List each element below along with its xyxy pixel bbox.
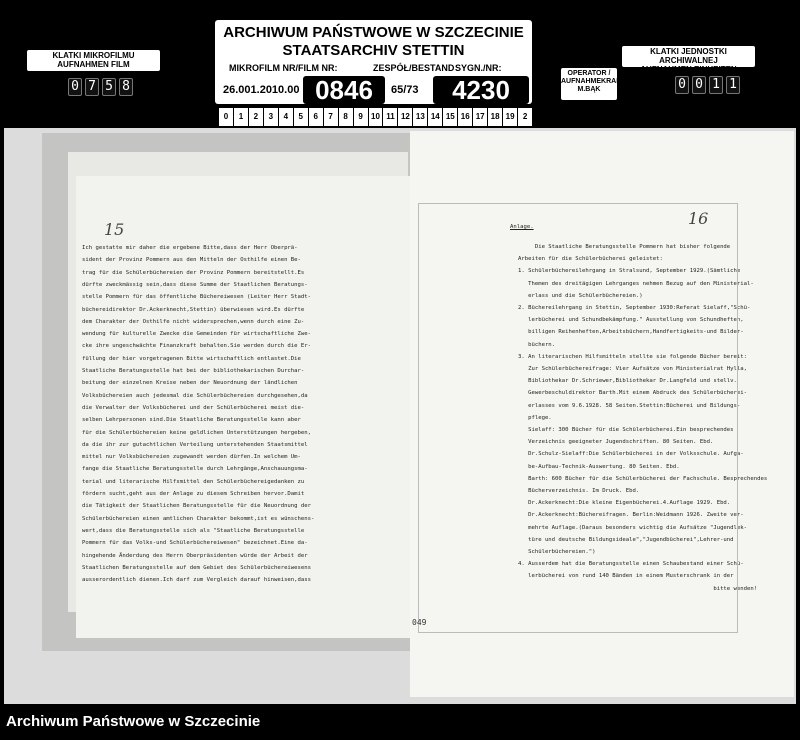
text-line: Staatlichen Beratungsstelle auf dem Gebiet des Schülerbüchereiwesens: [82, 564, 312, 571]
operator-box: [561, 68, 625, 100]
ruler-tick: 14: [427, 108, 442, 126]
text-line: Schülerbüchereien einen amtlichen Charakter bekommt,ist es wünschens-: [82, 515, 315, 522]
ruler-tick: 5: [293, 108, 308, 126]
text-line: Staatliche Beratungsstelle hat bei der bibliothekarischen Durchar-: [82, 368, 305, 374]
ruler-tick: 10: [368, 108, 383, 126]
ruler-tick: 7: [323, 108, 338, 126]
ruler-tick: 19: [502, 108, 517, 126]
text-line: Bibliothekar Dr.Schriewer,Bibliothekar Dr.Langfeld und stellv.: [518, 378, 737, 385]
archive-name-pl: ARCHIWUM PAŃSTWOWE W SZCZECINIE: [223, 24, 524, 41]
text-line: sident der Provinz Pommern aus den Mitteln der Osthilfe einen Be-: [82, 257, 301, 264]
ruler-tick: 3: [263, 108, 278, 126]
text-line: 3. An literarischen Hilfsmitteln stellte sie folgende Bücher bereit:: [518, 353, 748, 360]
text-line: mittel nur Volksbüchereien zugewandt werden dürfen.In welchem Um-: [82, 454, 301, 461]
right-page-title: Anlage.: [510, 224, 534, 230]
film-frames-label: KLATKI MIKROFILMU AUFNAHMEN FILM: [27, 50, 160, 71]
text-line: stelle Pommern für das öffentliche Büchereiwesen (Leiter Herr Stadt-: [82, 294, 312, 301]
ruler-tick: 0: [218, 108, 233, 126]
signature-number: 4230: [433, 76, 529, 104]
ruler-tick: 2: [517, 108, 532, 126]
text-line: Zur Schülerbüchereifrage: Vier Aufsätze von Ministerialrat Hylla,: [518, 366, 748, 372]
operator-label: OPERATOR / AUFNAHMEKRAFT: [561, 70, 625, 85]
archive-header: [215, 20, 532, 104]
ruler-tick: 8: [338, 108, 353, 126]
text-line: dürfte zweckmässig sein,dass diese Summe der Staatlichen Beratungs-: [82, 281, 308, 288]
text-line: wendung für kulturelle Zwecke die Gemeinden für wirtschaftliche Zwe-: [82, 331, 312, 338]
ruler-tick: 9: [353, 108, 368, 126]
left-page-text: [76, 176, 410, 638]
ruler-tick: 16: [457, 108, 472, 126]
ruler-tick: 18: [487, 108, 502, 126]
film-frame-digit: 8: [119, 78, 133, 96]
operator-name: M.BĄK: [577, 86, 601, 93]
film-frame-digit: 0: [68, 78, 82, 96]
scale-ruler: [218, 108, 532, 126]
text-line: Themen des dreitägigen Lehrganges nehmen Bezug auf den Ministerial-: [518, 280, 754, 287]
archive-name-de: STAATSARCHIV STETTIN: [282, 42, 465, 59]
text-line: Verzeichnis geeigneter Jugendschriften. 80 Seiten. Ebd.: [518, 439, 714, 446]
text-line: be-Aufbau-Technik-Auswertung. 80 Seiten. Ebd.: [518, 463, 680, 470]
left-page-number: 15: [104, 220, 125, 239]
text-line: 2. Büchereilehrgang in Stettin, September 1930:Referat Sielaff,"Schü-: [518, 305, 751, 311]
unit-frames-counter: [675, 76, 740, 94]
signature-label: SYGN./NR:: [455, 63, 502, 73]
film-number-label: MIKROFILM NR/FILM NR:: [229, 63, 338, 73]
text-line: für die Schülerbüchereien keine geldlichen Unterstützungen hergeben,: [82, 429, 312, 436]
text-line: da die ihr zur gutachtlichen Verteilung unterstehenden Staatsmittel: [82, 441, 308, 448]
ruler-tick: 15: [442, 108, 457, 126]
text-line: cke ihre ungeschwächte Finanzkraft behalten.Sie werden durch die Er-: [82, 343, 312, 350]
fonds-number: 65/73: [391, 84, 419, 96]
text-line: beitung der einzelnen Kreise neben der Neuordnung der ländlichen: [82, 380, 298, 387]
fonds-label: ZESPÓŁ/BESTAND: [373, 63, 455, 73]
frame-mark: 049: [412, 618, 427, 627]
unit-frames-label: KLATKI JEDNOSTKI ARCHIWALNEJ AUFNAHMEN EINHEITEN: [622, 46, 755, 67]
right-page-number: 16: [688, 209, 709, 228]
text-line: lerbücherei von rund 140 Bänden in einem Musterschrank in der: [518, 573, 734, 580]
text-line: Pommern für das Volks-und Schülerbüchereiwesen" bezeichnet.Eine da-: [82, 540, 308, 547]
text-line: fange die Staatliche Beratungsstelle durch Lehrgänge,Anschauungsma-: [82, 466, 308, 473]
ruler-tick: 2: [248, 108, 263, 126]
text-line: hingehende Änderdung des Herrn Oberpräsidenten würde der Arbeit der: [82, 552, 308, 559]
film-date: 26.001.2010.00: [223, 84, 300, 96]
text-line: billigen Reihenheften,Arbeitsbüchern,Handfertigkeits-und Bilder-: [518, 329, 744, 336]
left-document-page: [76, 176, 410, 638]
text-line: büchereidirektor Dr.Ackerknecht,Stettin) überwiesen wird.Es dürfte: [82, 306, 305, 313]
film-number: 0846: [303, 76, 385, 104]
text-line: erlass und die Schülerbüchereien.): [518, 292, 643, 299]
archive-footer: Archiwum Państwowe w Szczecinie: [6, 713, 261, 730]
ruler-tick: 11: [382, 108, 397, 126]
text-line: Gewerbeschuldirektor Barth.Mit einem Abdruck des Schülerbücherei-: [518, 390, 748, 397]
text-line: 1. Schülerbüchereilehrgang in Stralsund, September 1929.(Sämtliche: [518, 268, 741, 275]
text-line: wert,dass die Beratungsstelle sich als "Staatliche Beratungsstelle: [82, 527, 305, 534]
text-line: die Tätigkeit der Staatlichen Beratungsstelle für die Neuordnung der: [82, 503, 312, 510]
text-line: 4. Ausserdem hat die Beratungsstelle einen Schaubestand einer Schü-: [518, 561, 744, 568]
text-line: Arbeiten für die Schülerbücherei geleistet:: [518, 256, 663, 263]
unit-frame-digit: 1: [709, 76, 723, 94]
text-line: trag für die Schülerbüchereien der Provinz Pommern bereitstellt.Es: [82, 269, 305, 276]
text-line: Dr.Ackerknecht:Die kleine Eigenbücherei.4.Auflage 1929. Ebd.: [518, 500, 731, 507]
text-line: Ich gestatte mir daher die ergebene Bitte,dass der Herr Oberprä-: [82, 245, 298, 251]
text-line: selben Lehrpersonen sind.Die Staatliche Beratungsstelle kann aber: [82, 417, 301, 424]
text-line: büchern.: [518, 341, 556, 348]
text-line: Die Staatliche Beratungsstelle Pommern hat bisher folgende: [518, 244, 731, 250]
ruler-tick: 4: [278, 108, 293, 126]
text-line: Dr.Schulz-Sielaff:Die Schülerbücherei in der Volksschule. Aufga-: [518, 451, 744, 458]
ruler-tick: 13: [412, 108, 427, 126]
unit-frame-digit: 1: [726, 76, 740, 94]
text-line: lerbücherei und Schundbekämpfung." Ausstellung von Schundheften,: [518, 317, 744, 324]
film-frame-digit: 7: [85, 78, 99, 96]
text-line: mehrte Auflage.(Daraus besonders wichtig die Aufsätze "Jugendlek-: [518, 524, 748, 531]
text-line: füllung der hier vorgetragenen Bitte wirtschaftlich entlastet.Die: [82, 355, 301, 362]
text-line: bitte wenden!: [518, 585, 758, 592]
text-line: Sielaff: 300 Bücher für die Schülerbücherei.Ein besprechendes: [518, 427, 734, 433]
text-line: Barth: 600 Bücher für die Schülerbücherei der Fachschule. Besprechendes: [518, 475, 768, 482]
text-line: Dr.Ackerknecht:Büchereifragen. Berlin:Weidmann 1926. Zweite ver-: [518, 512, 744, 519]
ruler-tick: 17: [472, 108, 487, 126]
film-frames-counter: [68, 78, 133, 96]
text-line: erlasses vom 9.6.1928. 58 Seiten.Stettin:Bücherei und Bildungs-: [518, 402, 741, 409]
ruler-tick: 6: [308, 108, 323, 126]
text-line: die Verwalter der Volksbücherei und der Schülerbücherei meist die-: [82, 404, 305, 411]
text-line: pflege.: [518, 414, 552, 421]
text-line: fördern sucht,geht aus der Anlage zu diesem Schreiben hervor.Damit: [82, 491, 305, 497]
ruler-tick: 12: [397, 108, 412, 126]
unit-frame-digit: 0: [675, 76, 689, 94]
unit-frame-digit: 0: [692, 76, 706, 94]
text-line: Bücherverzeichnis. Im Druck. Ebd.: [518, 488, 640, 494]
text-line: Volksbüchereien auch jedesmal die Schülerbüchereien durchgesehen,da: [82, 392, 308, 399]
text-line: ausserordentlich dienen.Ich darf zum Vergleich darauf hinweisen,dass: [82, 577, 312, 584]
text-line: Schülerbüchereien."): [518, 549, 596, 555]
right-page-card: [418, 203, 741, 633]
text-line: türe und deutsche Bildungsideale","Jugendbücherei",Lehrer-und: [518, 536, 734, 543]
text-line: dem Charakter der Osthilfe nicht widersprechen,wenn durch eine Zu-: [82, 318, 305, 325]
ruler-tick: 1: [233, 108, 248, 126]
text-line: terial und literarische Hilfsmittel den Schülerbüchereigedanken zu: [82, 478, 305, 485]
film-frame-digit: 5: [102, 78, 116, 96]
